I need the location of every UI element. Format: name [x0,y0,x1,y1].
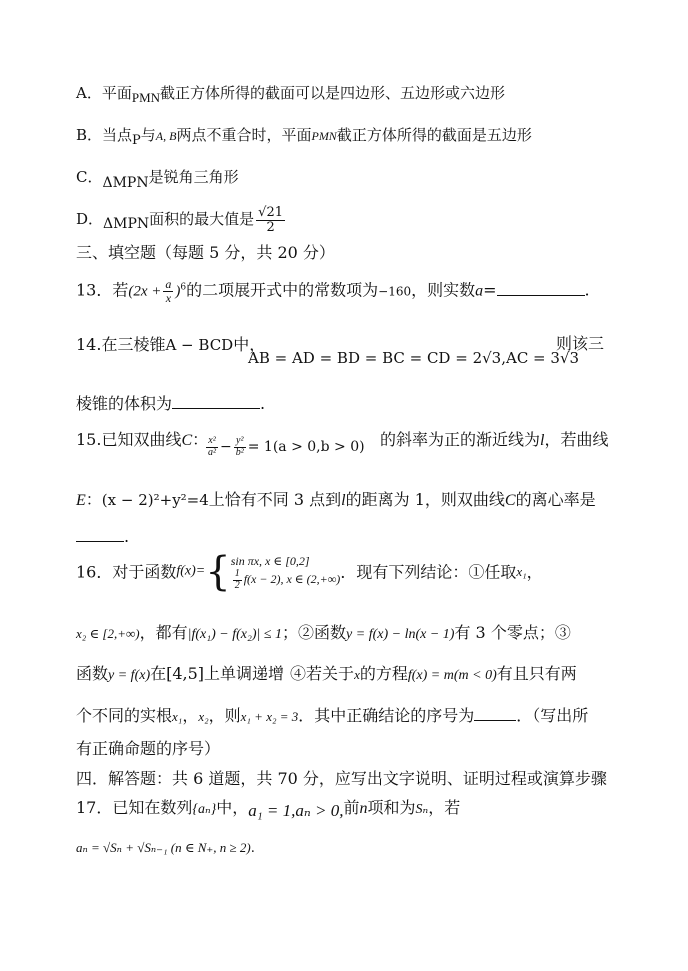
question-14-line1 [76,335,265,354]
q15-line1-tail [380,430,608,450]
q15-rest: = 1(a > 0,b > 0) [247,439,365,455]
q13-frac-den: x [165,290,172,305]
q14-answer-blank [172,407,260,409]
question-16-line5: 有正确命题的序号） [76,739,221,758]
q15-b2: b² [235,446,244,458]
question-17-line1 [76,798,460,819]
q15-colon2: ： [85,490,102,509]
option-d-fraction [256,206,285,234]
option-a [76,84,506,105]
q16-lead: 16．对于函数 [76,562,177,582]
question-16-line1 [76,549,543,608]
q16-line4h: ．（写出所 [516,706,589,725]
q16-line2e: y = f(x) − ln(x − 1) [346,627,455,642]
option-d-triangle: ΔMPN [103,216,150,233]
q14-tetrahedron: A − BCD [165,336,234,354]
q17-sn: Sₙ [415,802,429,817]
option-d-text: 面积的最大值是 [149,210,255,229]
option-a-symbol: PMN [131,90,161,105]
option-b-text1: 两点不重合时，平面 [176,126,312,144]
question-16-line2 [76,623,571,644]
q15-frac-y [234,436,246,458]
q16-line3a: 函数 [76,664,109,683]
q17-lead: 17．已知在数列 [76,798,193,817]
q16-line3c: 在[4,5]上单调递增 [150,664,285,683]
q17-end: . [250,841,255,856]
q13-end: . [584,280,590,300]
q17-text1: 前 [343,798,360,817]
q16-line3h: 有且只有两 [496,664,577,683]
q13-text2: ，则实数 [411,280,476,300]
q17-text3: ，若 [428,798,461,817]
section-4-heading: 四．解答题：共 6 道题，共 70 分，应写出文字说明、证明过程或演算步骤 [76,769,607,788]
question-13 [76,278,590,304]
q15-c: C [181,432,193,449]
q16-line4b: x₁ [172,709,183,724]
q13-number: 13．若 [76,280,129,300]
q13-frac-num: a [165,277,172,291]
q16-line4e: ，则 [208,706,241,725]
q16-case2-row [231,569,341,591]
q16-line2a: x₂ ∈ [2,+∞) [76,626,140,641]
q15-x2: x² [206,436,218,448]
q13-expr-close: ) [175,283,181,300]
q15-a2: a² [208,446,216,458]
q15-y2: y² [234,436,246,448]
q16-line3f: 的方程 [359,664,408,683]
q17-n: n [359,800,368,817]
q13-exponent: 6 [180,282,187,293]
q16-line4c: ， [182,706,199,725]
option-b-text2: 截正方体所得的截面是五边形 [336,126,532,144]
q15-minus: − [220,439,232,455]
q16-line3b: y = f(x) [108,668,151,683]
q16-case1: sin πx, x ∈ [0,2] [230,553,310,568]
q15-circle: (x − 2)²+y²=4 [101,491,209,509]
q16-brace: { [205,549,231,595]
q16-comma: ， [526,562,543,582]
q16-line3d: ④若关于 [290,664,355,683]
option-b-with: 与 [140,126,156,144]
option-d-numerator: √21 [258,205,283,220]
q16-line3e: x [354,667,360,682]
q16-line4d: x₂ [198,709,209,724]
option-b-point: P [132,133,141,148]
q16-cases [231,553,341,591]
q15-text3: 上恰有不同 3 点到 [208,490,342,509]
option-d [76,206,287,234]
q17-seq: {aₙ} [192,802,217,817]
q16-case2-den: 2 [234,579,240,591]
q14-lead: 14.在三棱锥 [76,335,166,354]
question-14-line2 [76,394,265,413]
q16-line3g: f(x) = m(m < 0) [407,668,497,683]
question-15-line2 [76,490,596,510]
option-d-label: D． [76,210,104,229]
q16-text1: ．现有下列结论：①任取 [340,562,517,582]
q16-line2b: ，都有 [139,623,188,642]
q16-case2-num: 1 [234,568,240,580]
option-b-pmn: PMN [311,129,337,143]
q14-tail: 则该三 [556,334,605,353]
option-a-label: A．平面 [76,84,132,102]
section-3-heading: 三、填空题（每题 5 分，共 20 分） [76,243,335,262]
q16-answer-blank [474,719,516,721]
option-c-text: 是锐角三角形 [148,168,239,186]
q13-answer-blank [497,294,585,296]
q17-formula: aₙ = √Sₙ + √Sₙ₋₁ (n ∈ N₊, n ≥ 2) [76,840,251,855]
question-16-line3 [76,664,577,685]
q16-line4g: ．其中正确结论的序号为 [298,706,475,725]
q16-fx: f(x)= [176,563,206,579]
q16-case2: f(x − 2), x ∈ (2,+∞) [243,571,341,586]
q13-equals: = [483,280,497,300]
q14-end: . [260,394,266,413]
option-b-ab: A, B [155,129,177,143]
q16-x1: x₁ [516,564,527,580]
q15-colon: ： [192,430,209,449]
q13-text1: 的二项展开式中的常数项为 [186,280,379,300]
q15-lead: 15.已知双曲线 [76,430,182,449]
q15-end: . [124,527,130,546]
q15-hyperbola-equation [204,436,365,458]
q17-text2: 项和为 [367,798,416,817]
q16-line2f: 有 3 个零点；③ [454,623,571,642]
question-16-line4 [76,706,588,725]
q15-l: l [540,432,545,449]
question-17-line2 [76,840,255,857]
q13-value: −160 [378,284,412,299]
q13-fraction [163,278,173,304]
q14-mid: 中， [233,335,266,354]
q16-line2c: |f(x₁) − f(x₂)| ≤ 1 [187,627,283,642]
option-c [76,168,239,191]
option-a-text: 截正方体所得的截面可以是四边形、五边形或六边形 [160,84,506,102]
q17-cond: a₁ = 1,aₙ > 0, [248,801,344,820]
q15-c2: C [504,492,516,509]
q14-line2: 棱锥的体积为 [76,394,173,413]
question-15-line1 [76,430,208,450]
option-c-label: C． [76,168,103,186]
option-c-triangle: ΔMPN [102,175,149,191]
q15-answer-blank [76,540,124,542]
q15-text5: 的离心率是 [515,490,596,509]
q15-e: E [76,492,86,509]
q15-l2: l [341,492,346,509]
option-b-label: B．当点 [76,126,133,144]
q16-line4f: x₁ + x₂ = 3 [240,709,299,724]
q16-line4a: 个不同的实根 [76,706,173,725]
q15-text2: ，若曲线 [544,430,609,449]
q15-text4: 的距离为 1，则双曲线 [345,490,505,509]
q13-expr-open: (2x + [128,283,162,300]
q13-variable: a [475,282,484,300]
question-15-line3 [76,527,129,546]
q14-equation: AB = AD = BD = BC = CD = 2√3,AC = 3√3 [248,349,580,367]
q16-line2d: ；②函数 [282,623,347,642]
q16-case2-fraction [233,569,242,591]
option-d-denominator: 2 [266,219,275,235]
option-b [76,126,532,148]
q17-mid: 中， [216,798,249,817]
q15-frac-x [206,436,218,458]
q15-text1: 的斜率为正的渐近线为 [380,430,541,449]
